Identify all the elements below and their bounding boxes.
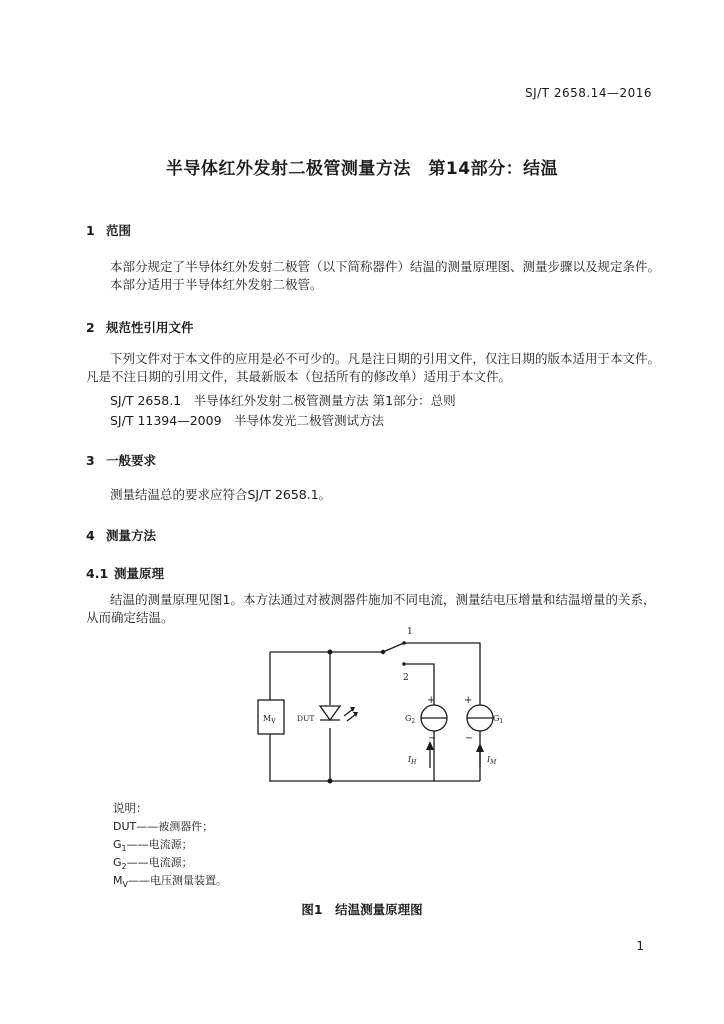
legend-item-mv (113, 872, 227, 889)
g2-label: $G_2$ (405, 714, 416, 725)
legend-symbol-subscript: V (122, 880, 128, 890)
legend-symbol-subscript: 2 (121, 862, 127, 872)
document-title: 半导体红外发射二极管测量方法 第14部分：结温 (165, 159, 559, 179)
ih-label: $I_H$ (408, 755, 417, 766)
section-heading-normative (86, 318, 194, 336)
dut-label: DUT (297, 714, 315, 723)
subsection-heading-principle (86, 564, 164, 582)
legend-item-dut (113, 818, 213, 834)
g2-plus: + (427, 695, 436, 706)
method-paragraph-line-2: 从而确定结温。 (86, 610, 174, 625)
legend-symbol: G (113, 838, 122, 851)
switch-pivot (381, 650, 385, 654)
g1-label: $G_1$ (493, 714, 504, 725)
switch-contact-1 (402, 641, 406, 645)
legend-item-g1 (113, 836, 193, 853)
subsection-number: 4.1 (86, 566, 109, 581)
scope-paragraph-2: 本部分适用于半导体红外发射二极管。 (110, 277, 323, 292)
normative-paragraph-line-1: 下列文件对于本文件的应用是必不可少的。凡是注日期的引用文件，仅注日期的版本适用于本文件。 (110, 351, 661, 366)
method-paragraph-line-1: 结温的测量原理见图1。本方法通过对被测器件施加不同电流，测量结电压增量和结温增量的关系， (110, 592, 656, 607)
im-arrowhead (476, 743, 484, 752)
standard-number: SJ/T 2658.14—2016 (524, 86, 652, 100)
legend-symbol: M (113, 874, 123, 887)
g1-minus: − (465, 733, 474, 744)
junction-top (328, 650, 333, 655)
legend-description: ——电流源； (126, 856, 193, 869)
general-paragraph: 测量结温总的要求应符合SJ/T 2658.1。 (110, 487, 332, 502)
junction-bottom (328, 779, 333, 784)
legend-title: 说明： (113, 801, 148, 815)
section-number: 4 (86, 528, 95, 543)
diode-triangle (320, 706, 340, 720)
legend-description: ——被测器件； (136, 820, 214, 833)
g1-plus: + (464, 695, 473, 706)
legend-description: ——电压测量装置。 (127, 874, 227, 887)
section-number: 1 (86, 223, 95, 238)
section-number: 2 (86, 320, 95, 335)
section-title: 一般要求 (106, 453, 157, 468)
emission-arrow-1 (344, 709, 353, 716)
reference-item-1: SJ/T 2658.1 半导体红外发射二极管测量方法 第1部分：总则 (110, 393, 456, 408)
mv-label: $M_V$ (263, 714, 276, 725)
switch-label-1: 1 (407, 627, 413, 637)
wire-bottom (270, 734, 480, 781)
legend-symbol-subscript: 1 (121, 844, 127, 854)
page-number: 1 (636, 939, 644, 953)
g2-minus: − (428, 733, 437, 744)
switch-blade (383, 643, 404, 652)
im-label: $I_M$ (487, 755, 497, 766)
section-number: 3 (86, 453, 95, 468)
figure-caption: 图1 结温测量原理图 (301, 902, 423, 917)
section-heading-method (86, 526, 156, 544)
legend-description: ——电流源； (126, 838, 193, 851)
reference-item-2: SJ/T 11394—2009 半导体发光二极管测试方法 (110, 413, 385, 428)
legend-symbol: G (113, 856, 122, 869)
emission-arrow-2 (347, 714, 356, 721)
section-title: 规范性引用文件 (106, 320, 194, 335)
switch-contact-2 (402, 662, 406, 666)
section-title: 测量方法 (106, 528, 157, 543)
normative-paragraph-line-2: 凡是不注日期的引用文件，其最新版本（包括所有的修改单）适用于本文件。 (86, 369, 512, 384)
section-heading-general (86, 451, 156, 469)
legend-item-g2 (113, 854, 193, 871)
legend-symbol: DUT (113, 820, 137, 833)
subsection-title: 测量原理 (114, 566, 165, 581)
section-title: 范围 (106, 223, 132, 238)
circuit-diagram (0, 620, 724, 800)
scope-paragraph-1: 本部分规定了半导体红外发射二极管（以下简称器件）结温的测量原理图、测量步骤以及规定条件。 (110, 259, 661, 274)
switch-label-2: 2 (403, 673, 409, 683)
section-heading-scope (86, 221, 131, 239)
